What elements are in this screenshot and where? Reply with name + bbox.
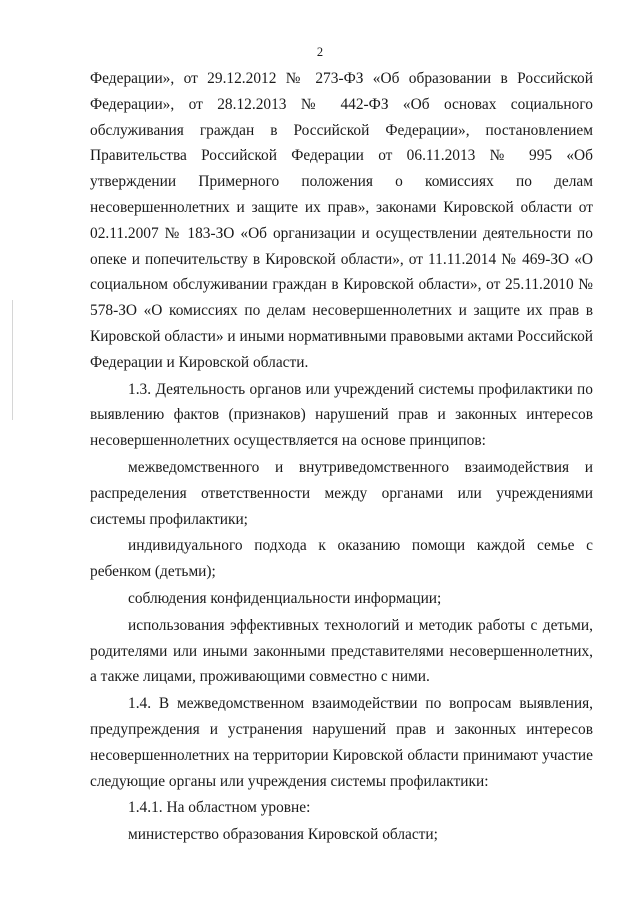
paragraph-1-4: 1.4. В межведомственном взаимодействии по вопросам выявления, предупреждения и устранения нарушений прав и законных интересов несовершеннолетних на территории Кировской области принимают участие следующие органы или учреждения системы профилактики: — [90, 695, 593, 790]
principle-effective-technologies: использования эффективных технологий и методик работы с детьми, родителями или иными законными представителями несовершеннолетних, а также лицами, проживающими совместно с ними. — [90, 616, 593, 686]
paragraph-legal-basis: Федерации», от 29.12.2012 № 273-ФЗ «Об образовании в Российской Федерации», от 28.12.2013 № 442-ФЗ «Об основах социального обслуживания граждан в Российской Федерации», постановлением Правительства Российской Федерации от 06.11.2013 № 995 «Об утверждении Примерного положения о комиссиях по делам несовершеннолетних и защите их прав», законами Кировской области от 02.11.2007 № 183-ЗО «Об организации и осуществлении деятельности по опеке и попечительству в Кировской области», от 11.11.2014 № 469-ЗО «О социальном обслуживании граждан в Кировской области», от 25.11.2010 № 578-ЗО «О комиссиях по делам несовершеннолетних и защите их прав в Кировской области» и иными нормативными правовыми актами Российской Федерации и Кировской области. — [90, 70, 593, 371]
page-number: 2 — [316, 45, 324, 59]
principle-confidentiality: соблюдения конфиденциальности информации; — [128, 589, 442, 607]
ministry-of-education-item: министерство образования Кировской области; — [128, 826, 438, 844]
principle-interagency: межведомственного и внутриведомственного взаимодействия и распределения ответственности между органами или учреждениями системы профилактики; — [90, 458, 593, 528]
paragraph-1-4-1: 1.4.1. На областном уровне: — [128, 799, 311, 817]
scan-edge-mark — [12, 300, 13, 420]
document-body — [90, 66, 593, 848]
principle-individual-approach: индивидуального подхода к оказанию помощи каждой семье с ребенком (детьми); — [90, 537, 593, 581]
paragraph-1-3: 1.3. Деятельность органов или учреждений системы профилактики по выявлению фактов (признаков) нарушений прав и законных интересов несовершеннолетних осуществляется на основе принципов: — [90, 380, 593, 450]
